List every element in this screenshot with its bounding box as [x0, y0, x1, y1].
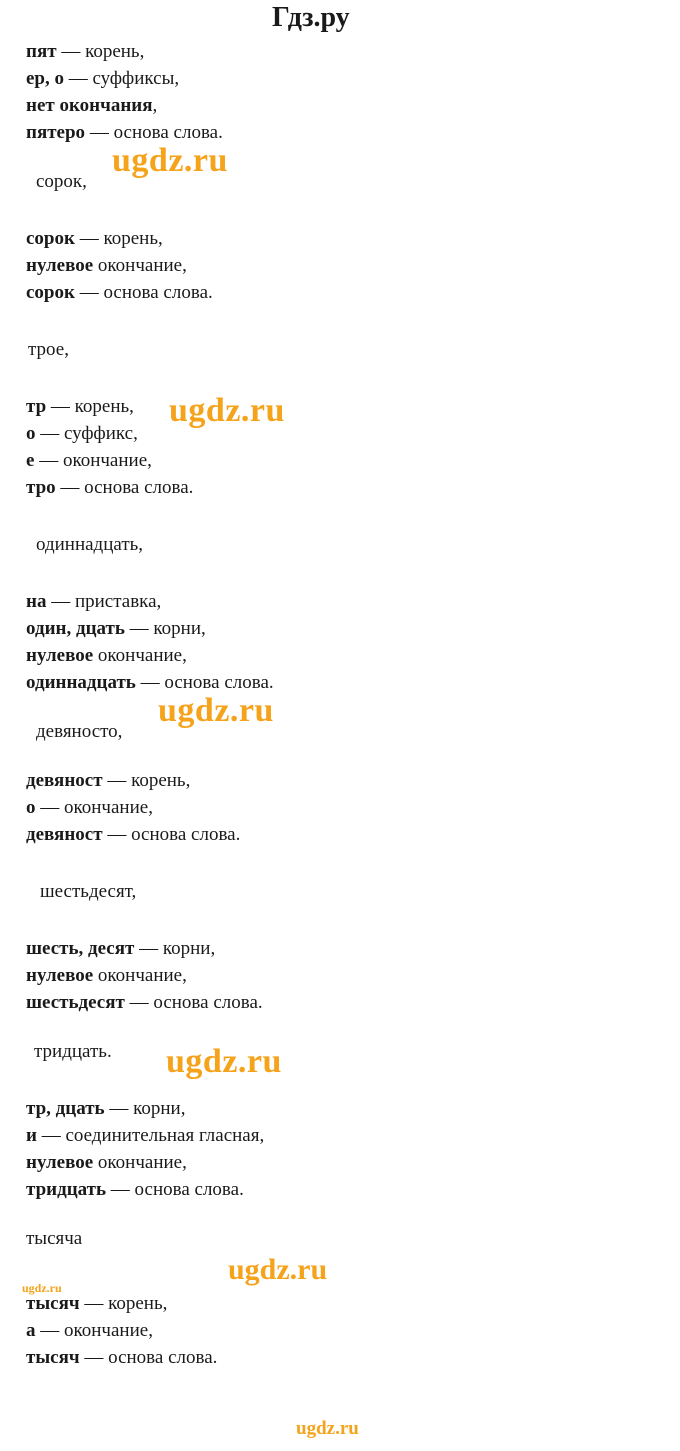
morpheme-desc: — приставка, — [46, 591, 162, 612]
morpheme-term: тысяч — [26, 1293, 80, 1314]
morpheme-desc: — корни, — [104, 1098, 186, 1119]
morpheme-term: нулевое — [26, 1152, 94, 1173]
analysis-line — [0, 119, 680, 146]
watermark: ugdz.ru — [296, 1418, 359, 1439]
watermark: ugdz.ru — [22, 1281, 62, 1295]
morpheme-term: е — [26, 450, 35, 471]
analysis-line — [0, 642, 680, 669]
analysis-line — [0, 989, 680, 1016]
morpheme-term: на — [26, 591, 47, 612]
answer-entry — [0, 718, 680, 848]
morpheme-term: нет окончания — [26, 95, 153, 116]
morpheme-desc: — корень, — [56, 41, 145, 62]
morpheme-term: нулевое — [26, 255, 94, 276]
morpheme-term: тр, дцать — [26, 1098, 105, 1119]
morpheme-desc: — основа слова. — [79, 1347, 218, 1368]
morpheme-term: тридцать — [26, 1179, 107, 1200]
watermark: ugdz.ru — [158, 692, 274, 729]
analysis-line — [0, 92, 680, 119]
headword: шестьдесят, — [40, 881, 137, 902]
morpheme-desc: — основа слова. — [74, 282, 213, 303]
morpheme-term: о — [26, 423, 36, 444]
analysis-line — [0, 1290, 680, 1317]
morpheme-desc: — основа слова. — [124, 992, 263, 1013]
morpheme-desc: — окончание, — [34, 450, 152, 471]
analysis-line — [0, 65, 680, 92]
analysis-line — [0, 252, 680, 279]
morpheme-desc: — окончание, — [35, 1320, 153, 1341]
analysis-line — [0, 447, 680, 474]
morpheme-term: одиннадцать — [26, 672, 136, 693]
analysis-line — [0, 1176, 680, 1203]
analysis-line — [0, 420, 680, 447]
answer-body — [0, 38, 680, 1371]
headword: сорок, — [36, 171, 87, 192]
morpheme-desc: — основа слова. — [85, 122, 223, 143]
morpheme-desc: — основа слова. — [102, 824, 241, 845]
analysis-line — [0, 669, 680, 696]
morpheme-term: пятеро — [26, 122, 86, 143]
analysis-line — [0, 1149, 680, 1176]
morpheme-term: пят — [26, 41, 57, 62]
analysis-line — [0, 225, 680, 252]
answer-entry — [0, 1225, 680, 1371]
morpheme-term: нулевое — [26, 965, 94, 986]
answer-entry — [0, 336, 680, 501]
analysis-line — [0, 1344, 680, 1371]
morpheme-desc: — основа слова. — [55, 477, 194, 498]
morpheme-desc: , — [152, 95, 158, 116]
analysis-line — [0, 1317, 680, 1344]
morpheme-desc: окончание, — [93, 1152, 187, 1173]
analysis-line — [0, 1122, 680, 1149]
morpheme-desc: — суффиксы, — [64, 68, 180, 89]
answer-entry — [0, 878, 680, 1016]
analysis-line — [0, 962, 680, 989]
morpheme-term: нулевое — [26, 645, 94, 666]
morpheme-term: тро — [26, 477, 56, 498]
morpheme-term: ер, о — [26, 68, 64, 89]
morpheme-term: о — [26, 797, 36, 818]
analysis-line — [0, 794, 680, 821]
headword: трое, — [28, 339, 69, 360]
morpheme-term: а — [26, 1320, 36, 1341]
morpheme-desc: — суффикс, — [35, 423, 138, 444]
watermark: ugdz.ru — [169, 392, 285, 429]
site-logo: Гдз.ру — [272, 2, 350, 33]
morpheme-term: сорок — [26, 228, 75, 249]
analysis-line — [0, 38, 680, 65]
morpheme-term: один, дцать — [26, 618, 125, 639]
morpheme-desc: — корень, — [46, 396, 134, 417]
morpheme-term: тр — [26, 396, 47, 417]
morpheme-desc: — корни, — [134, 938, 216, 959]
morpheme-desc: — корень, — [79, 1293, 168, 1314]
answer-entry — [0, 531, 680, 696]
analysis-line — [0, 393, 680, 420]
watermark: ugdz.ru — [166, 1043, 282, 1080]
headword: одиннадцать, — [36, 534, 144, 555]
analysis-line — [0, 615, 680, 642]
morpheme-term: девяност — [26, 770, 103, 791]
morpheme-desc: — корни, — [124, 618, 206, 639]
morpheme-desc: — корень, — [74, 228, 163, 249]
analysis-line — [0, 279, 680, 306]
morpheme-desc: окончание, — [93, 645, 187, 666]
morpheme-term: девяност — [26, 824, 103, 845]
analysis-line — [0, 1095, 680, 1122]
morpheme-term: и — [26, 1125, 37, 1146]
analysis-line — [0, 588, 680, 615]
analysis-line — [0, 474, 680, 501]
morpheme-desc: — основа слова. — [106, 1179, 244, 1200]
answer-entry — [0, 1038, 680, 1203]
morpheme-desc: окончание, — [93, 965, 187, 986]
answer-entry — [0, 38, 680, 146]
morpheme-desc: — соединительная гласная, — [36, 1125, 265, 1146]
morpheme-desc: окончание, — [93, 255, 187, 276]
morpheme-desc: — окончание, — [35, 797, 153, 818]
morpheme-term: шесть, десят — [26, 938, 135, 959]
watermark: ugdz.ru — [112, 142, 228, 179]
morpheme-term: сорок — [26, 282, 75, 303]
headword: тридцать. — [34, 1041, 112, 1062]
analysis-line — [0, 767, 680, 794]
analysis-line — [0, 821, 680, 848]
watermark: ugdz.ru — [228, 1253, 328, 1286]
morpheme-term: шестьдесят — [26, 992, 125, 1013]
morpheme-desc: — основа слова. — [135, 672, 274, 693]
morpheme-term: тысяч — [26, 1347, 80, 1368]
analysis-line — [0, 935, 680, 962]
morpheme-desc: — корень, — [102, 770, 191, 791]
headword: девяносто, — [36, 721, 123, 742]
answer-entry — [0, 168, 680, 306]
headword: тысяча — [26, 1228, 83, 1249]
